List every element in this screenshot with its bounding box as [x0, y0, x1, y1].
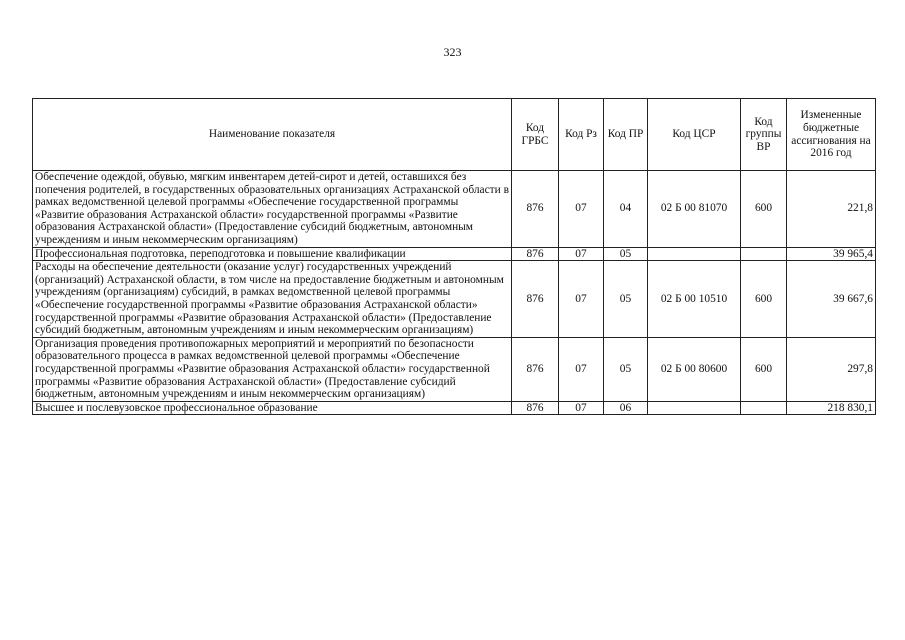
row-grbs: 876: [512, 337, 559, 401]
row-name: Организация проведения противопожарных мероприятий и мероприятий по безопасности образовательного процесса в рамках ведомственной целевой программы «Обеспечение государственной программы «Развитие образования Астраханской области» государственной программы «Развитие образования Астраханской области» (Предоставление субсидий бюджетным, автономным учреждениям и иным некоммерческим организациям): [33, 337, 512, 401]
row-vr: 600: [741, 171, 787, 248]
header-vr: Код группы ВР: [741, 99, 787, 171]
budget-table: [32, 98, 876, 415]
row-amount: 221,8: [787, 171, 876, 248]
row-rz: 07: [559, 171, 604, 248]
row-vr: [741, 247, 787, 261]
row-grbs: 876: [512, 261, 559, 338]
row-name: Расходы на обеспечение деятельности (оказание услуг) государственных учреждений (организаций) Астраханской области, в том числе на предоставление бюджетным и автономным учреждениям (организациям) субсидий, в рамках ведомственной целевой программы «Обеспечение государственной программы «Развитие образования Астраханской области» государственной программы «Развитие образования Астраханской области» (Предоставление субсидий бюджетным, автономным учреждениям и иным некоммерческим организациям): [33, 261, 512, 338]
row-rz: 07: [559, 261, 604, 338]
header-rz: Код Рз: [559, 99, 604, 171]
row-csr: [648, 401, 741, 415]
row-amount: 218 830,1: [787, 401, 876, 415]
page-number: 323: [443, 45, 462, 59]
row-vr: [741, 401, 787, 415]
row-grbs: 876: [512, 401, 559, 415]
row-pr: 05: [604, 337, 648, 401]
row-pr: 04: [604, 171, 648, 248]
row-grbs: 876: [512, 247, 559, 261]
header-csr: Код ЦСР: [648, 99, 741, 171]
table-row: [33, 337, 876, 401]
table-row: [33, 171, 876, 248]
table-header-row: [33, 99, 876, 171]
row-name: Высшее и послевузовское профессиональное образование: [33, 401, 512, 415]
row-rz: 07: [559, 337, 604, 401]
row-amount: 39 965,4: [787, 247, 876, 261]
row-pr: 06: [604, 401, 648, 415]
row-rz: 07: [559, 401, 604, 415]
row-amount: 39 667,6: [787, 261, 876, 338]
row-amount: 297,8: [787, 337, 876, 401]
header-name: Наименование показателя: [33, 99, 512, 171]
row-csr: 02 Б 00 10510: [648, 261, 741, 338]
row-csr: 02 Б 00 81070: [648, 171, 741, 248]
header-pr: Код ПР: [604, 99, 648, 171]
row-rz: 07: [559, 247, 604, 261]
header-grbs: Код ГРБС: [512, 99, 559, 171]
row-name: Профессиональная подготовка, переподготовка и повышение квалификации: [33, 247, 512, 261]
row-csr: 02 Б 00 80600: [648, 337, 741, 401]
row-grbs: 876: [512, 171, 559, 248]
row-vr: 600: [741, 261, 787, 338]
row-pr: 05: [604, 261, 648, 338]
table-row: [33, 247, 876, 261]
table-row: [33, 261, 876, 338]
row-pr: 05: [604, 247, 648, 261]
table-row: [33, 401, 876, 415]
row-name: Обеспечение одеждой, обувью, мягким инвентарем детей-сирот и детей, оставшихся без попечения родителей, в государственных образовательных организациях Астраханской области в рамках ведомственной целевой программы «Обеспечение государственной программы «Развитие образования Астраханской области» государственной программы «Развитие образования Астраханской области» (Предоставление субсидий бюджетным, автономным учреждениям и иным некоммерческим организациям): [33, 171, 512, 248]
row-vr: 600: [741, 337, 787, 401]
row-csr: [648, 247, 741, 261]
header-amount: Измененные бюджетные ассигнования на 2016 год: [787, 99, 876, 171]
